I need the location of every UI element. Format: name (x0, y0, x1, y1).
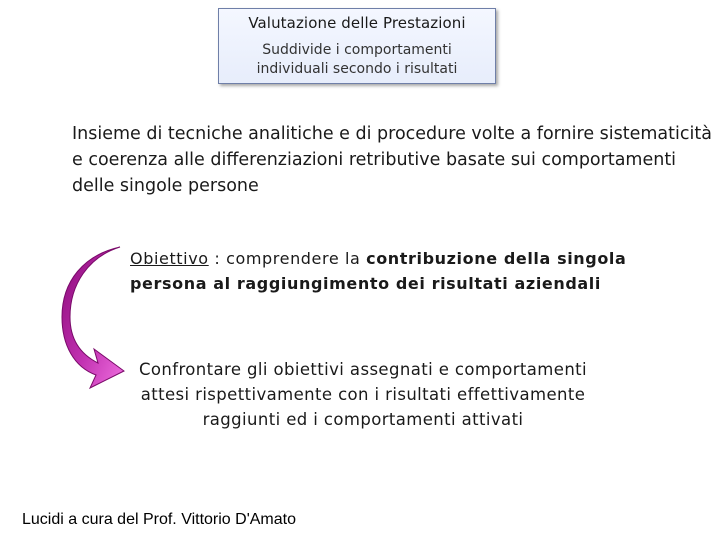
comparison-text: Confrontare gli obiettivi assegnati e comportamenti attesi rispettivamente con i risultati effettivamente raggiunti ed i comportamenti attivati (138, 360, 588, 429)
objective-emphasis: contribuzione della singola persona al raggiungimento dei risultati aziendali (130, 249, 627, 293)
title-box (218, 8, 496, 84)
slide-title: Valutazione delle Prestazioni (248, 14, 466, 32)
objective-separator: : comprendere la (208, 249, 367, 268)
definition-text: Insieme di tecniche analitiche e di procedure volte a fornire sistematicità e coerenza alle differenziazioni retributive basate sui comportamenti delle singole persone (72, 124, 712, 196)
footer-credit: Lucidi a cura del Prof. Vittorio D'Amato (22, 511, 296, 528)
objective-text (130, 246, 690, 296)
objective-label: Obiettivo (130, 249, 209, 268)
curved-arrow-icon (60, 245, 130, 395)
slide-subtitle: Suddivide i comportamenti individuali secondo i risultati (256, 42, 458, 77)
